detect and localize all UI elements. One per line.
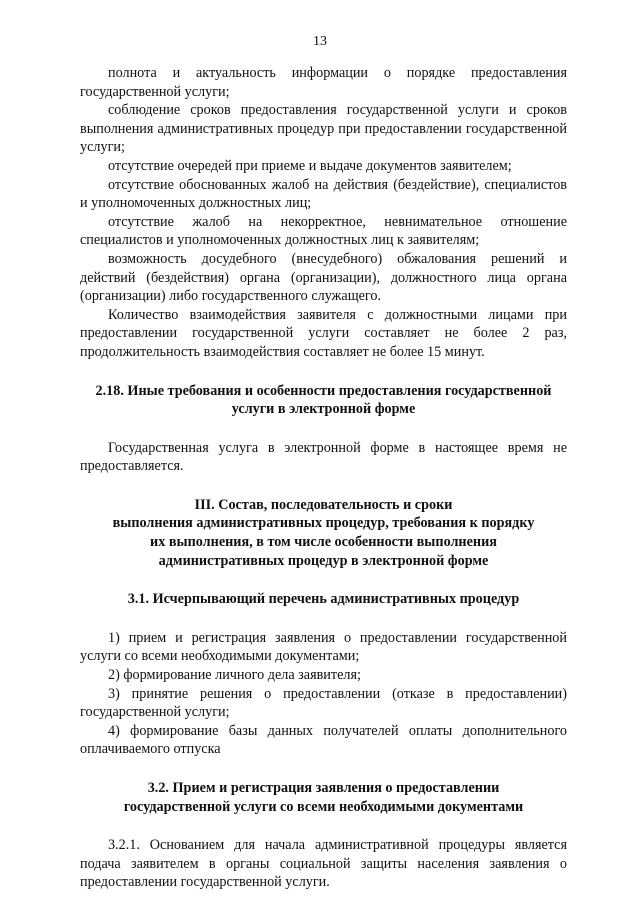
- page-number: 13: [313, 34, 327, 49]
- document-body: [80, 64, 567, 892]
- criteria-item-no-queues: отсутствие очередей при приеме и выдаче документов заявителем;: [108, 157, 512, 174]
- section-3-2-1-text: 3.2.1. Основанием для начала административной процедуры является подача заявителем в органы социальной защиты населения заявления о предоставлении государственной услуги.: [80, 837, 567, 891]
- section-3-2-heading-line1: 3.2. Прием и регистрация заявления о предоставлении: [147, 780, 500, 796]
- criteria-item-no-complaints: отсутствие обоснованных жалоб на действия (бездействие), специалистов и уполномоченных должностных лиц;: [80, 176, 567, 212]
- section-3-heading-line2: выполнения административных процедур, требования к порядку: [112, 515, 535, 532]
- criteria-item-no-rude-complaints: отсутствие жалоб на некорректное, невнимательное отношение специалистов и уполномоченных должностных лиц к заявителям;: [80, 213, 567, 249]
- procedure-item-4: 4) формирование базы данных получателей оплаты дополнительного оплачиваемого отпуска: [80, 722, 567, 758]
- criteria-item-completeness: полнота и актуальность информации о порядке предоставления государственной услуги;: [80, 65, 567, 100]
- section-3-heading-line1: III. Состав, последовательность и сроки: [194, 496, 453, 513]
- section-3-1-heading: 3.1. Исчерпывающий перечень административных процедур: [127, 591, 520, 608]
- section-3-2-heading-line2: государственной услуги со всеми необходимыми документами: [123, 798, 524, 815]
- procedure-item-1: 1) прием и регистрация заявления о предоставлении государственной услуги со всеми необходимыми документами;: [80, 629, 567, 665]
- section-2-18-heading: 2.18. Иные требования и особенности предоставления государственной услуги в электронной форме: [95, 382, 552, 418]
- criteria-item-deadlines: соблюдение сроков предоставления государственной услуги и сроков выполнения административных процедур при предоставлении государственной услуги;: [80, 102, 567, 156]
- procedure-item-3: 3) принятие решения о предоставлении (отказе в предоставлении) государственной услуги;: [80, 685, 567, 721]
- section-3-heading-line3: их выполнения, в том числе особенности выполнения: [150, 534, 497, 551]
- procedure-item-2: 2) формирование личного дела заявителя;: [108, 667, 361, 684]
- interaction-count-paragraph: Количество взаимодействия заявителя с должностными лицами при предоставлении государственной услуги составляет не более 2 раз, продолжительность взаимодействия составляет не более 15 минут.: [80, 306, 567, 360]
- section-2-18-text: Государственная услуга в электронной форме в настоящее время не предоставляется.: [80, 439, 567, 475]
- criteria-item-appeal: возможность досудебного (внесудебного) обжалования решений и действий (бездействия) органа (организации), должностного лица органа (организации) либо государственного служащего.: [80, 250, 567, 305]
- section-3-heading-line4: административных процедур в электронной форме: [158, 552, 489, 569]
